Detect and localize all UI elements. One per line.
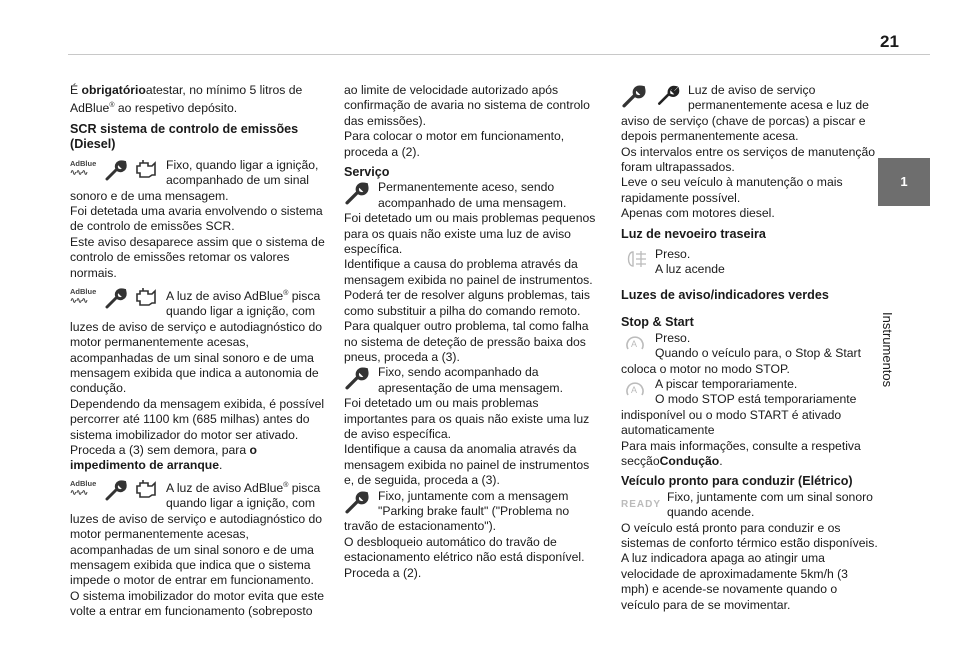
warning-block-1: AdBlue ∿∿∿ Fixo, quando ligar a ignição, acompanhado de um sinal sonoro e de uma mensagem.	[70, 157, 319, 203]
warning-block-3: AdBlue ∿∿∿ A luz de aviso AdBlue® pisca quando ligar a ignição, com luzes de aviso de serviço e autodiagnóstico do motor permanentemente acesas, acompanhadas de um sinal sonoro e de uma mensagem exibida que indica que o sistema impede o motor de entrar em funcionamento.	[70, 478, 323, 588]
column-1: É obrigatórioatestar, no mínimo 5 litros de AdBlue® ao respetivo depósito. SCR sistema de controlo de emissões (Diesel) AdBlue ∿∿∿ Fixo, quando ligar a ignição, acompanhado de um sinal sonoro e de uma mensagem. Foi detetada uma avaria envolvendo o sistema de controlo de emissões SCR. Este aviso desaparece assim que o sistema de controlo de emissões retomar os valores normais. AdBlue ∿∿∿ A luz de aviso AdBlue® pisca quando ligar a ignição, com luzes de aviso de serviço e autodiagnóstico do motor permanentemente acesas, acompanhadas de um sinal sonoro e de uma mensagem exibida que indica a autonomia de condução. Dependendo da mensagem exibida, é possível percorrer até 1100 km (685 milhas) antes do sistema imobilizador do motor ser ativado. Proceda a (3) sem demora, para o impedimento de arranque. AdBlue ∿∿∿ A luz de aviso AdBlue® pisca quando ligar a ignição, com luzes de aviso de serviço e autodiagnóstico do motor permanentemente acesas, acompanhadas de um sinal sonoro e de uma mensagem exibida que indica que o sistema impede o motor de entrar em funcionamento. O sistema imobilizador do motor evita que este volte a entrar em funcionamento (sobreposto	[70, 83, 328, 625]
warning-icons	[70, 159, 160, 181]
page-number: 21	[880, 32, 899, 51]
service-block-2: Fixo, sendo acompanhado da apresentação de uma mensagem.	[344, 365, 602, 396]
intro-paragraph: É obrigatórioatestar, no mínimo 5 litros de AdBlue® ao respetivo depósito.	[70, 83, 303, 116]
engine-icon	[134, 479, 160, 499]
adblue-icon: AdBlue ∿∿∿	[70, 158, 97, 177]
rear-fog-light-icon	[621, 248, 649, 270]
adblue-icon: AdBlue ∿∿∿	[70, 286, 97, 305]
section-heading-green: Luzes de aviso/indicadores verdes	[621, 287, 829, 302]
section-heading-servico: Serviço	[344, 165, 390, 180]
chapter-label: Instrumentos	[880, 312, 895, 388]
stop-start-block-2: A A piscar temporariamente. O modo STOP está temporariamente indisponível ou o modo START é ativado automaticamente	[621, 376, 857, 438]
wrench-icon	[344, 181, 372, 205]
wrench-icon	[105, 287, 129, 309]
wrench-icon	[621, 84, 649, 108]
spanner-icon	[654, 84, 682, 108]
column-2: ao limite de velocidade autorizado após confirmação de avaria no sistema de controlo das emissões). Para colocar o motor em funcionamento, proceda a (2). Serviço Permanentemente aceso, sendo acompanhado de uma mensagem. Foi detetado um ou mais problemas pequenos para os quais não existe uma luz de aviso específica. Identifique a causa do problema através da mensagem exibida no painel de instrumentos. Poderá ter de resolver alguns problemas, tais como substituir a pilha do comando remoto. Para qualquer outro problema, tal como falha no sistema de deteção de pressão baixa dos pneus, proceda a (3). Fixo, sendo acompanhado da apresentação de uma mensagem. Foi detetado um ou mais problemas importantes para os quais não existe uma luz de aviso específica. Identifique a causa da anomalia através da mensagem exibida no painel de instrumentos e, de seguida, proceda a (3). Fixo, juntamente com a mensagem "Parking brake fault" ("Problema no travão de estacionamento"). O desbloqueio automático do travão de estacionamento elétrico não está disponível. Proceda a (2).	[344, 83, 602, 586]
section-heading-scr: SCR sistema de controlo de emissões (Diesel)	[70, 121, 299, 152]
section-heading-ready: Veículo pronto para conduzir (Elétrico)	[621, 474, 853, 489]
engine-icon	[134, 159, 160, 179]
stop-start-block-1: A Preso. Quando o veículo para, o Stop & Start coloca o motor no modo STOP.	[621, 330, 861, 376]
engine-icon	[134, 287, 160, 307]
chapter-tab[interactable]	[878, 158, 930, 206]
section-heading-stop-start: Stop & Start	[621, 315, 694, 330]
ready-block: READY Fixo, juntamente com um sinal sonoro quando acende.	[621, 489, 873, 520]
svg-text:A: A	[631, 384, 638, 395]
wrench-icon	[105, 159, 129, 181]
maintenance-block: Luz de aviso de serviço permanentemente acesa e luz de aviso de serviço (chave de porcas) a piscar e depois permanentemente acesa.	[621, 83, 869, 144]
warning-icons	[70, 287, 160, 309]
svg-text:A: A	[631, 338, 638, 349]
adblue-icon: AdBlue ∿∿∿	[70, 478, 97, 497]
stop-start-icon	[621, 332, 649, 354]
wrench-icon	[344, 366, 372, 390]
wrench-icon	[344, 490, 372, 514]
fog-block: Preso. A luz acende	[621, 247, 879, 278]
warning-block-2: AdBlue ∿∿∿ A luz de aviso AdBlue® pisca quando ligar a ignição, com luzes de aviso de serviço e autodiagnóstico do motor permanentemente acesas, acompanhadas de um sinal sonoro e de uma mensagem exibida que indica a autonomia de condução.	[70, 286, 323, 396]
wrench-icon	[105, 479, 129, 501]
warning-icons	[70, 479, 160, 501]
section-heading-fog: Luz de nevoeiro traseira	[621, 226, 766, 241]
column-3: Luz de aviso de serviço permanentemente acesa e luz de aviso de serviço (chave de porcas) a piscar e depois permanentemente acesa. Os intervalos entre os serviços de manutenção foram ultrapassados. Leve o seu veículo à manutenção o mais rapidamente possível. Apenas com motores diesel. Luz de nevoeiro traseira Preso. A luz acende Luzes de aviso/indicadores verdes Stop & Start A Preso. Quando o veículo para, o Stop & Start coloca o motor no modo STOP. A A piscar temporariamente. O modo STOP está temporariamente indisponível ou o modo START é ativado automaticamente Para mais informações, consulte a respetiva secçãoCondução. Veículo pronto para conduzir (Elétrico) READY Fixo, juntamente com um sinal sonoro quando acende. O veículo está pronto para conduzir e os sistemas de conforto térmico estão disponíveis. A luz indicadora apaga ao atingir uma velocidade de aproximadamente 5km/h (3 mph) e acende-se novamente quando o veículo para de se movimentar.	[621, 83, 878, 612]
stop-start-icon	[621, 378, 649, 400]
service-block-3: Fixo, juntamente com a mensagem "Parking brake fault" ("Problema no travão de estacionamento").	[344, 488, 570, 534]
header-rule	[68, 54, 930, 55]
chapter-number: 1	[900, 174, 908, 189]
service-block-1: Permanentemente aceso, sendo acompanhado de uma mensagem.	[344, 180, 602, 211]
ready-icon: READY	[621, 498, 662, 510]
